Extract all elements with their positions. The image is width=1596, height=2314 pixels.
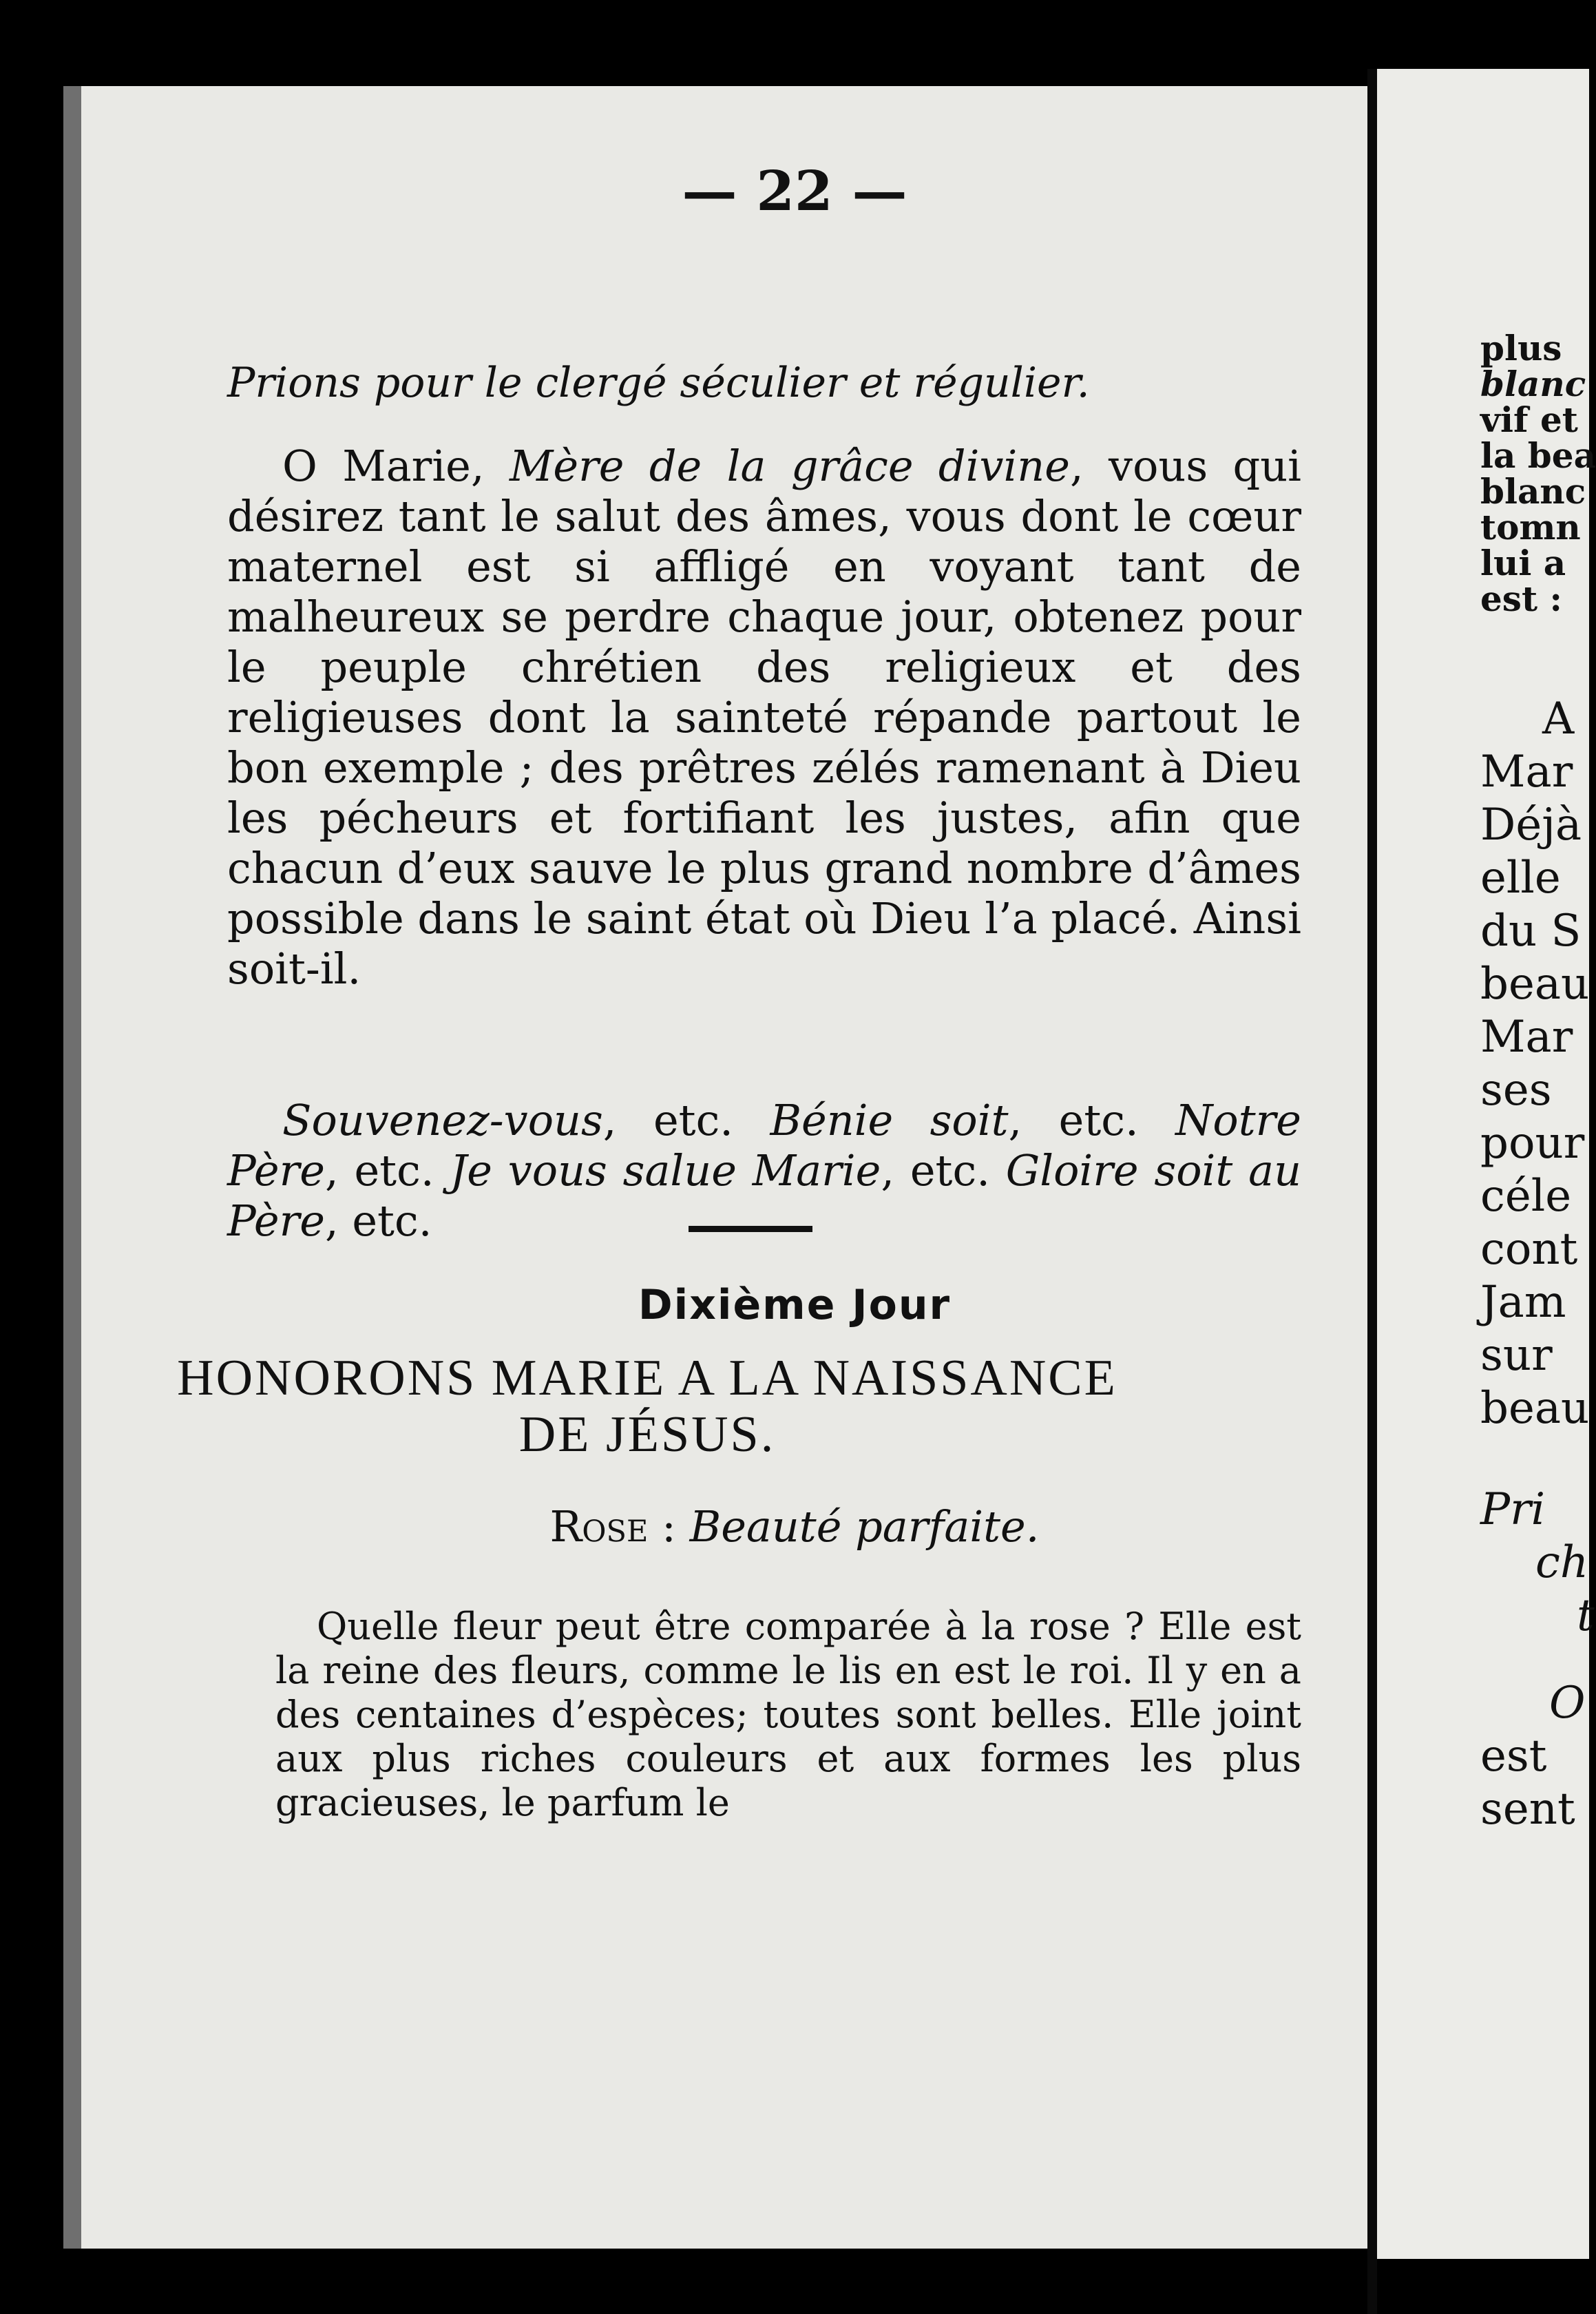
right-line: Jam [1480,1277,1566,1328]
closing-prayer-5: Gloire soit au Père [227,1145,1302,1246]
right-line: t [1577,1590,1595,1641]
closing-etc: , etc. [1008,1095,1176,1145]
right-line: tomn [1480,507,1581,548]
right-line: la bea [1480,435,1596,476]
right-line: blanc [1480,364,1586,404]
right-line: Mar [1480,747,1573,798]
closing-prayer-1: Souvenez-vous [282,1095,603,1145]
section-title: HONORONS MARIE A LA NAISSANCE DE JÉSUS. [177,1350,1117,1463]
right-line: Mar [1480,1012,1573,1063]
body-text [275,1605,1301,1825]
subtitle [0,1501,1589,1552]
page-number: — 22 — [682,158,907,223]
prayer-intro: O Marie, [282,441,510,491]
closing-etc: , etc. [324,1145,450,1196]
right-line: est [1480,1731,1547,1782]
right-page [1377,69,1596,2259]
right-line: sur [1480,1330,1553,1381]
book-gutter [1367,69,1377,2314]
right-line: beau [1480,1383,1590,1434]
subtitle-separator: : [648,1501,690,1552]
right-line: du S [1480,906,1582,957]
right-line: lui a [1480,543,1566,583]
closing-prayer-3: Notre Père [227,1095,1301,1196]
day-title: Dixième Jour [638,1281,952,1329]
section-divider [689,1226,812,1232]
right-line: ch [1535,1537,1589,1588]
prayer-body: , vous qui désirez tant le salut des âmes, vous dont le cœur maternel est si affligé en voyant tant de malheureux se perdre chaque jour, obtenez pour le peuple chrétien des religieux et des religieuses dont la sainteté répande partout le bon exemple ; des prêtres zélés ramenant à Dieu les pécheurs et fortifiant les justes, afin que chacun d’eux sauve le plus grand nombre d’âmes possible dans le saint état où Dieu l’a placé. Ainsi soit-il. [227,441,1301,994]
closing-etc: , etc. [602,1095,770,1145]
right-line: elle [1480,853,1561,904]
prayer-heading: Prions pour le clergé séculier et régulier. [227,359,1090,407]
right-line: sent [1480,1784,1575,1835]
right-page-text-fragments [1480,328,1596,1836]
subtitle-virtue: Beauté parfaite. [689,1501,1040,1552]
right-line: plus [1480,328,1562,368]
closing-prayer-2: Bénie soit [770,1095,1009,1145]
right-line: ses [1480,1065,1552,1116]
closing-etc: , etc. [881,1145,1006,1196]
right-line: pour [1480,1118,1585,1169]
closing-etc: , etc. [324,1196,432,1246]
right-line: Déjà [1480,800,1582,851]
prayer-paragraph [227,441,1301,994]
right-line: cont [1480,1224,1578,1275]
right-line: A [1542,694,1575,744]
right-line: céle [1480,1171,1572,1222]
right-line: beau [1480,959,1590,1010]
right-line: vif et [1480,399,1578,440]
right-line: O [1549,1678,1586,1729]
right-line: Pri [1480,1484,1546,1535]
right-line: est : [1480,578,1562,619]
prayer-invocation: Mère de la grâce divine [509,441,1070,491]
body-paragraph: Quelle fleur peut être comparée à la rose ? Elle est la reine des fleurs, comme le lis en est le roi. Il y en a des centaines d’espèces; toutes sont belles. Elle joint aux plus riches couleurs et aux formes les plus gracieuses, le parfum le [275,1605,1301,1824]
subtitle-flower: Rose [549,1501,649,1552]
closing-prayer-4: Je vous salue Marie [450,1145,881,1196]
right-line: blanc [1480,471,1586,512]
closing-prayers [227,1095,1301,1246]
